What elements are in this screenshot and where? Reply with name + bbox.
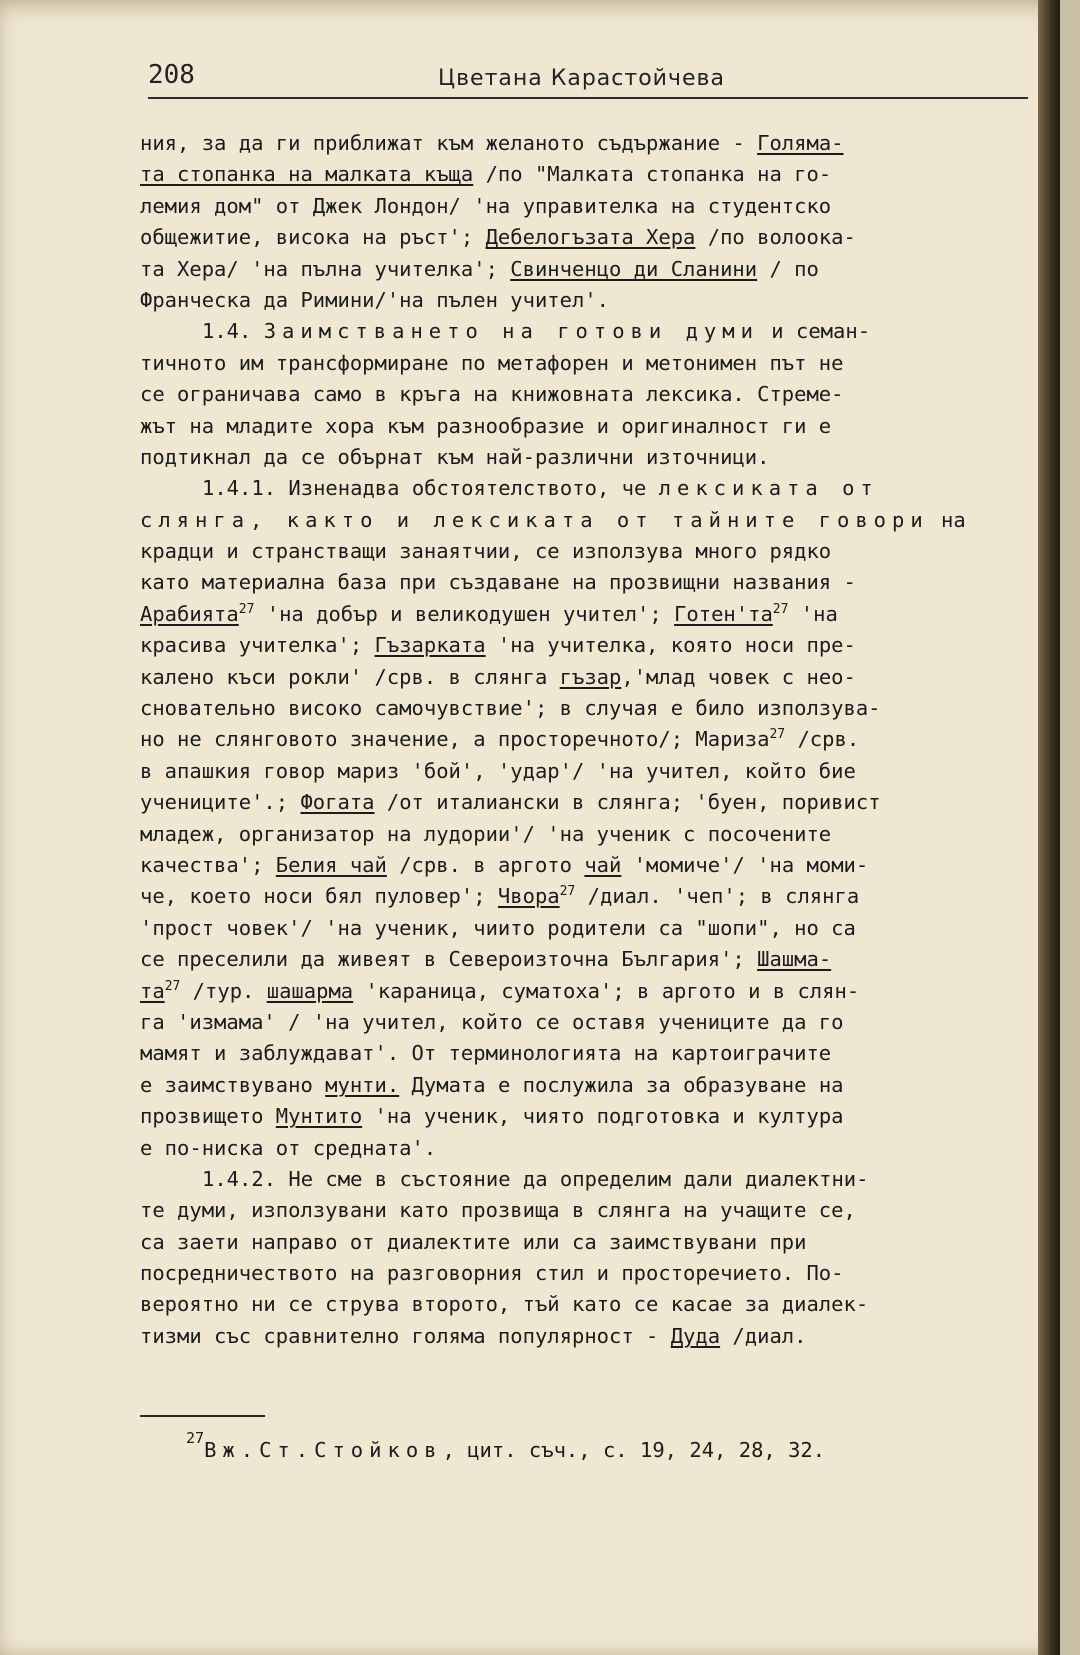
text-line: младеж, организатор на лудории'/ 'на ученик с посочените	[140, 821, 832, 846]
page-header	[148, 60, 1028, 100]
footnote-ref: 27	[769, 727, 786, 743]
text-line: като материална база при създаване на прозвищни названия -	[140, 570, 856, 595]
header-rule	[148, 97, 1028, 99]
footnote-ref: 27	[559, 884, 576, 900]
text-line: калено къси рокли' /срв. в слянга гъзар,'млад човек с нео-	[140, 664, 856, 689]
body-text	[140, 128, 1025, 1352]
text-line: ния, за да ги приближат към желаното съдържание - Голяма-	[140, 131, 844, 155]
text-line: $та^{27}$ /тур. шашарма 'караница, суматоха'; в аргото и в слян-	[140, 978, 860, 1003]
text-line: тичното им трансформиране по метафорен и метонимен път не	[140, 350, 844, 375]
text-line: 'прост човек'/ 'на ученик, чиито родители са "шопи", но са	[140, 915, 856, 940]
section-heading-1-4-2: 1.4.2. Не сме в състояние да определим дали диалектни-	[202, 1166, 869, 1191]
text-line: та Хера/ 'на пълна учителка'; Свинченцо ди Сланини / по	[140, 256, 819, 281]
footnote-number: 27	[186, 1429, 205, 1447]
section-heading-1-4-1: 1.4.1. Изненадва обстоятелството, че лексиката от	[202, 476, 879, 501]
footnote-author: Вж.Ст.Стойков	[204, 1438, 443, 1462]
text-line: вероятно ни се струва второто, тъй като се касае за диалек-	[140, 1292, 869, 1317]
footnote-text: , цит. съч., с. 19, 24, 28, 32.	[442, 1438, 826, 1462]
text-line: посредничеството на разговорния стил и просторечието. По-	[140, 1261, 844, 1286]
text-line: прозвището Мунтито 'на ученик, чиято подготовка и култура	[140, 1104, 844, 1129]
page-number: 208	[148, 60, 195, 90]
text-line: че, което носи бял пуловер'; Чвора$^{27}$ /диал. 'чеп'; в слянга	[140, 884, 860, 909]
text-line: в апашкия говор мариз 'бой', 'удар'/ 'на учител, който бие	[140, 758, 856, 783]
footnote	[186, 1420, 986, 1482]
text-line: лемия дом" от Джек Лондон/ 'на управителка на студентско	[140, 193, 832, 218]
text-line: се преселили да живеят в Североизточна България'; Шашма-	[140, 947, 832, 972]
text-line: е заимствувано мунти. Думата е послужила за образуване на	[140, 1072, 844, 1097]
section-heading-1-4: 1.4. Заимстването на готови думи и семан-	[202, 319, 871, 344]
text-line: се ограничава само в кръга на книжовната лексика. Стреме-	[140, 382, 844, 407]
text-line: са заети направо от диалектите или са заимствувани при	[140, 1229, 807, 1254]
footnote-ref: 27	[164, 978, 181, 994]
text-line: качества'; Белия чай /срв. в аргото чай 'момиче'/ 'на моми-	[140, 852, 869, 877]
text-line: крадци и странстващи занаятчии, се използува много рядко	[140, 539, 832, 564]
text-line: е по-ниска от средната'.	[140, 1135, 437, 1160]
text-line: сновательно високо самочувствие'; в случая е било използува-	[140, 696, 881, 721]
book-binding-edge	[1038, 0, 1060, 1655]
text-line: те думи, използувани като прозвища в слянга на учащите се,	[140, 1198, 856, 1223]
text-line: тизми със сравнително голяма популярност - Дуда /диал.	[140, 1323, 807, 1348]
text-line: Арабията$^{27}$ 'на добър и великодушен учител'; $Готен'та^{27}$ 'на	[140, 601, 838, 626]
text-line: учениците'.; Фогата /от италиански в слянга; 'буен, поривист	[140, 790, 881, 815]
text-line: та стопанка на малката къща /по "Малката стопанка на го-	[140, 162, 832, 187]
footnote-ref: 27	[772, 602, 789, 618]
text-line: Франческа да Римини/'на пълен учител'.	[140, 287, 609, 312]
text-line: мамят и заблуждават'. От терминологията на картоиграчите	[140, 1041, 832, 1066]
running-title: Цветана Карастойчева	[438, 66, 725, 91]
text-line: красива учителка'; Гъзарката 'на учителка, която носи пре-	[140, 633, 856, 658]
text-line: жът на младите хора към разнообразие и оригиналност ги е	[140, 413, 832, 438]
text-line: но не слянговото значение, а просторечното/; Мариза$^{27}$ /срв.	[140, 727, 860, 752]
text-line: слянга, както и лексиката от тайните говори на	[140, 507, 966, 532]
text-line: подтикнал да се обърнат към най-различни източници.	[140, 444, 770, 469]
text-line: га 'измама' / 'на учител, който се оставя учениците да го	[140, 1009, 844, 1034]
text-line: общежитие, висока на ръст'; Дебелогъзата Хера /по волоока-	[140, 225, 856, 250]
footnote-ref: 27	[238, 602, 255, 618]
footnote-rule	[140, 1415, 265, 1417]
